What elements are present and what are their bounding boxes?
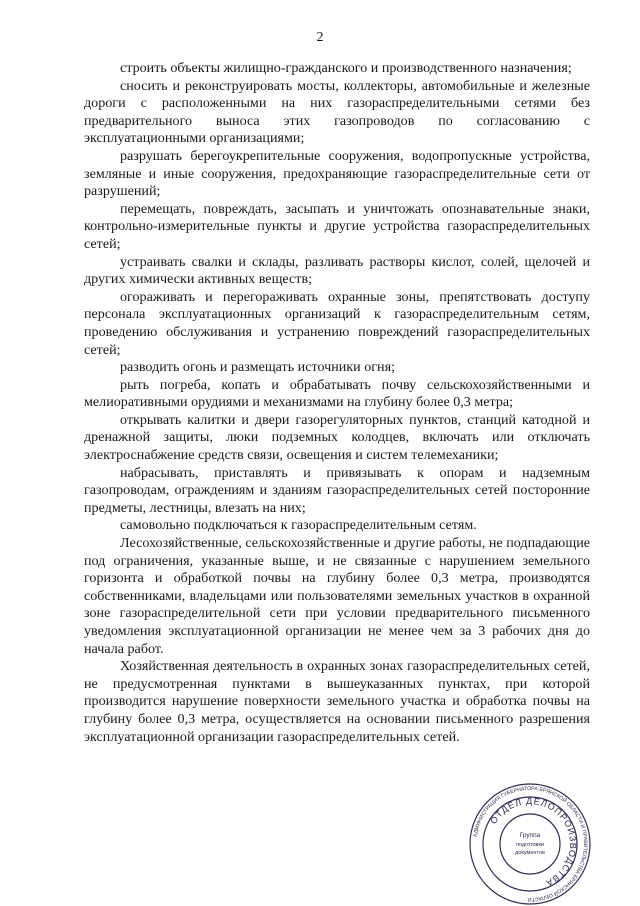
stamp-outer-text: АДМИНИСТРАЦИЯ ГУБЕРНАТОРА БРЯНСКОЙ ОБЛАСТИ И ПРАВИТЕЛЬСТВА БРЯНСКОЙ ОБЛАСТИ xyxy=(472,785,589,903)
page-number: 2 xyxy=(316,30,324,45)
paragraph-2: сносить и реконструировать мосты, коллекторы, автомобильные и железные дороги с расположенными на них газораспределительными сетями без предварительного выноса этих газопроводов по согласованию с эксплуатационными организациями; xyxy=(84,77,590,147)
paragraph-4: перемещать, повреждать, засыпать и уничтожать опознавательные знаки, контрольно-измерительные пункты и другие устройства газораспределительных сетей; xyxy=(84,200,590,252)
paragraph-10: набрасывать, приставлять и привязывать к опорам и надземным газопроводам, ограждениям и зданиям газораспределительных сетей посторонние предметы, лестницы, влезать на них; xyxy=(84,464,590,516)
paragraph-9: открывать калитки и двери газорегуляторных пунктов, станций катодной и дренажной защиты, люки подземных колодцев, включать или отключать электроснабжение средств связи, освещения и систем телемеханики; xyxy=(84,411,590,464)
paragraph-3: разрушать берегоукрепительные сооружения, водопропускные устройства, земляные и иные сооружения, предохраняющие газораспределительные сети от разрушений; xyxy=(84,147,590,200)
paragraph-11: самовольно подключаться к газораспределительным сетям. xyxy=(120,517,477,534)
paragraph-8: рыть погреба, копать и обрабатывать почву сельскохозяйственными и мелиоративными орудиями и механизмами на глубину более 0,3 метра; xyxy=(84,376,590,411)
official-stamp xyxy=(468,782,592,906)
document-body xyxy=(84,60,590,746)
stamp-inner-text: ОТДЕЛ ДЕЛОПРОИЗВОДСТВА xyxy=(488,795,579,889)
stamp-center-line-2: подготовки xyxy=(516,842,544,848)
paragraph-5: устраивать свалки и склады, разливать растворы кислот, солей, щелочей и других химически активных веществ; xyxy=(84,253,590,288)
paragraph-7: разводить огонь и размещать источники огня; xyxy=(120,359,395,376)
paragraph-12: Лесохозяйственные, сельскохозяйственные и другие работы, не подпадающие под ограничения, указанные выше, и не связанные с нарушением земельного горизонта и обработкой почвы на глубину более 0,3 метра, производятся собственниками, владельцами или пользователями земельных участков в охранной зоне газораспределительной сети при условии предварительного письменного уведомления эксплуатационной организации не менее чем за 3 рабочих дня до начала работ. xyxy=(84,535,590,657)
paragraph-13: Хозяйственная деятельность в охранных зонах газораспределительных сетей, не предусмотренная пунктами в вышеуказанных пунктах, при которой производится нарушение поверхности земельного участка и обработка почвы на глубину более 0,3 метра, осуществляется на основании письменного разрешения эксплуатационной организации газораспределительных сетей. xyxy=(84,658,590,745)
paragraph-6: огораживать и перегораживать охранные зоны, препятствовать доступу персонала эксплуатационных организаций к газораспределительным сетям, проведению обслуживания и устранению повреждений газораспределительных сетей; xyxy=(84,288,590,358)
stamp-center-line-3: документов xyxy=(515,850,545,856)
paragraph-1: строить объекты жилищно-гражданского и производственного назначения; xyxy=(120,60,572,76)
stamp-center-line-1: Группа xyxy=(519,832,541,839)
